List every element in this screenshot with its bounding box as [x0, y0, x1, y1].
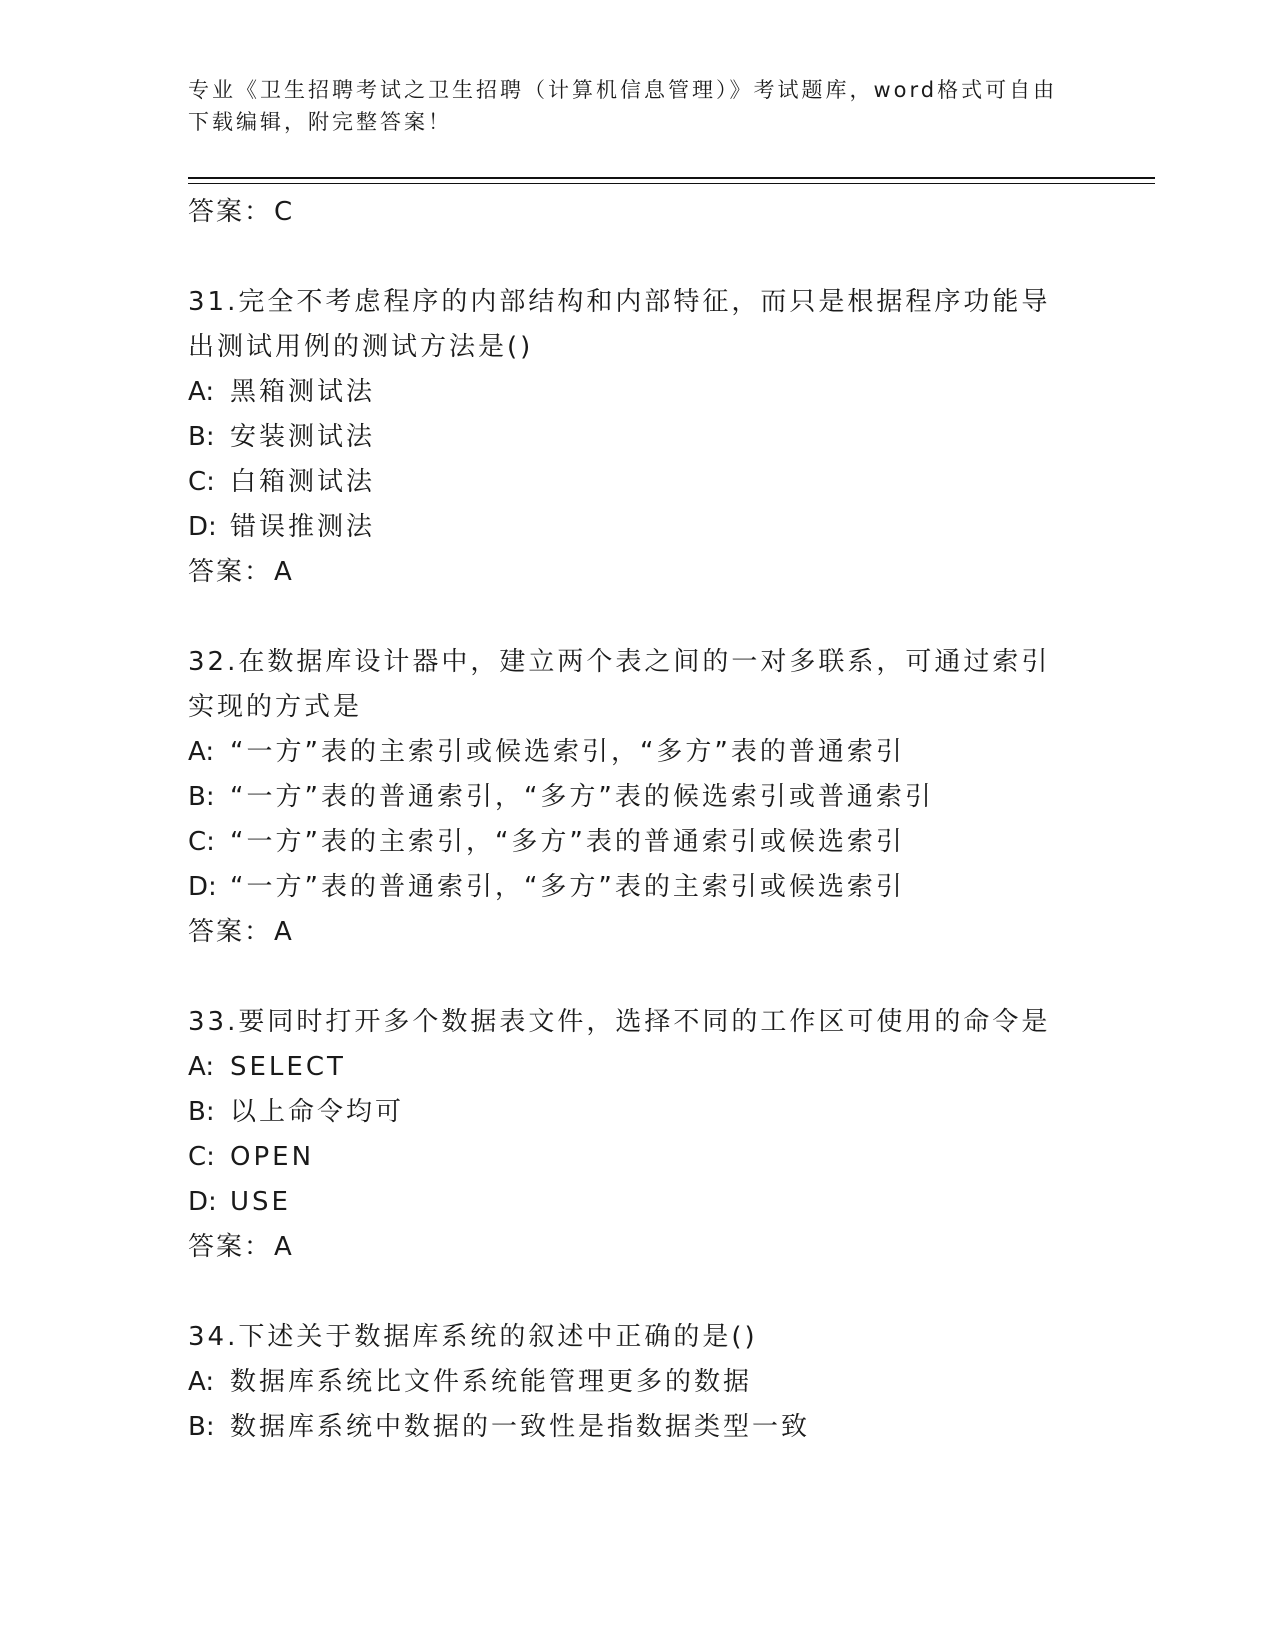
answer-line: [188, 1225, 1088, 1269]
option-b: [188, 1090, 1088, 1135]
option-a: [188, 1045, 1088, 1090]
option-key: B:: [188, 782, 215, 812]
header-rule-thin: [188, 183, 1155, 184]
option-c: [188, 1135, 1088, 1180]
question-31: [188, 280, 1088, 594]
option-c: [188, 460, 1088, 505]
option-text: 以上命令均可: [230, 1097, 405, 1127]
option-text: SELECT: [230, 1052, 346, 1082]
answer-line: [188, 190, 1088, 234]
answer-line: [188, 910, 1088, 954]
option-key: A:: [188, 1367, 215, 1397]
option-text: “一方”表的主索引，“多方”表的普通索引或候选索引: [230, 827, 905, 857]
document-header: 专业《卫生招聘考试之卫生招聘（计算机信息管理）》考试题库，word格式可自由下载编辑，附完整答案！: [188, 78, 1058, 134]
answer-line: [188, 550, 1088, 594]
option-key: D:: [188, 512, 217, 542]
option-a: [188, 730, 1088, 775]
option-a: [188, 1360, 1088, 1405]
option-b: [188, 415, 1088, 460]
question-list: [188, 190, 1088, 1450]
option-b: [188, 775, 1088, 820]
option-key: B:: [188, 1097, 215, 1127]
answer-label: 答案：: [188, 557, 273, 587]
option-key: D:: [188, 872, 217, 902]
option-d: [188, 505, 1088, 550]
answer-value: C: [274, 197, 293, 227]
question-stem: 34.下述关于数据库系统的叙述中正确的是(): [188, 1322, 758, 1352]
answer-label: 答案：: [188, 917, 273, 947]
question-33: [188, 1000, 1088, 1269]
option-key: D:: [188, 1187, 217, 1217]
option-text: 黑箱测试法: [230, 377, 376, 407]
option-key: C:: [188, 467, 215, 497]
option-key: A:: [188, 737, 215, 767]
option-text: “一方”表的普通索引，“多方”表的候选索引或普通索引: [230, 782, 934, 812]
option-key: B:: [188, 1412, 215, 1442]
answer-value: A: [274, 917, 292, 947]
question-stem: 31.完全不考虑程序的内部结构和内部特征，而只是根据程序功能导出测试用例的测试方法是(): [188, 287, 1051, 362]
option-c: [188, 820, 1088, 865]
option-a: [188, 370, 1088, 415]
option-key: B:: [188, 422, 215, 452]
option-key: C:: [188, 827, 215, 857]
option-b: [188, 1405, 1088, 1450]
answer-label: 答案：: [188, 197, 273, 227]
option-text: 安装测试法: [230, 422, 376, 452]
question-32: [188, 640, 1088, 954]
option-text: “一方”表的主索引或候选索引，“多方”表的普通索引: [230, 737, 905, 767]
answer-value: A: [274, 557, 292, 587]
question-stem: 33.要同时打开多个数据表文件，选择不同的工作区可使用的命令是: [188, 1007, 1051, 1037]
option-d: [188, 865, 1088, 910]
question-34: [188, 1315, 1088, 1450]
option-text: OPEN: [230, 1142, 315, 1172]
option-text: 数据库系统中数据的一致性是指数据类型一致: [230, 1412, 811, 1442]
option-text: 白箱测试法: [230, 467, 376, 497]
option-text: USE: [230, 1187, 291, 1217]
answer-value: A: [274, 1232, 292, 1262]
option-key: A:: [188, 1052, 215, 1082]
option-d: [188, 1180, 1088, 1225]
option-text: “一方”表的普通索引，“多方”表的主索引或候选索引: [230, 872, 905, 902]
answer-label: 答案：: [188, 1232, 273, 1262]
question-stem: 32.在数据库设计器中，建立两个表之间的一对多联系，可通过索引实现的方式是: [188, 647, 1051, 722]
option-text: 数据库系统比文件系统能管理更多的数据: [230, 1367, 753, 1397]
option-key: A:: [188, 377, 215, 407]
header-rule-thick: [188, 177, 1155, 179]
option-key: C:: [188, 1142, 215, 1172]
option-text: 错误推测法: [230, 512, 376, 542]
